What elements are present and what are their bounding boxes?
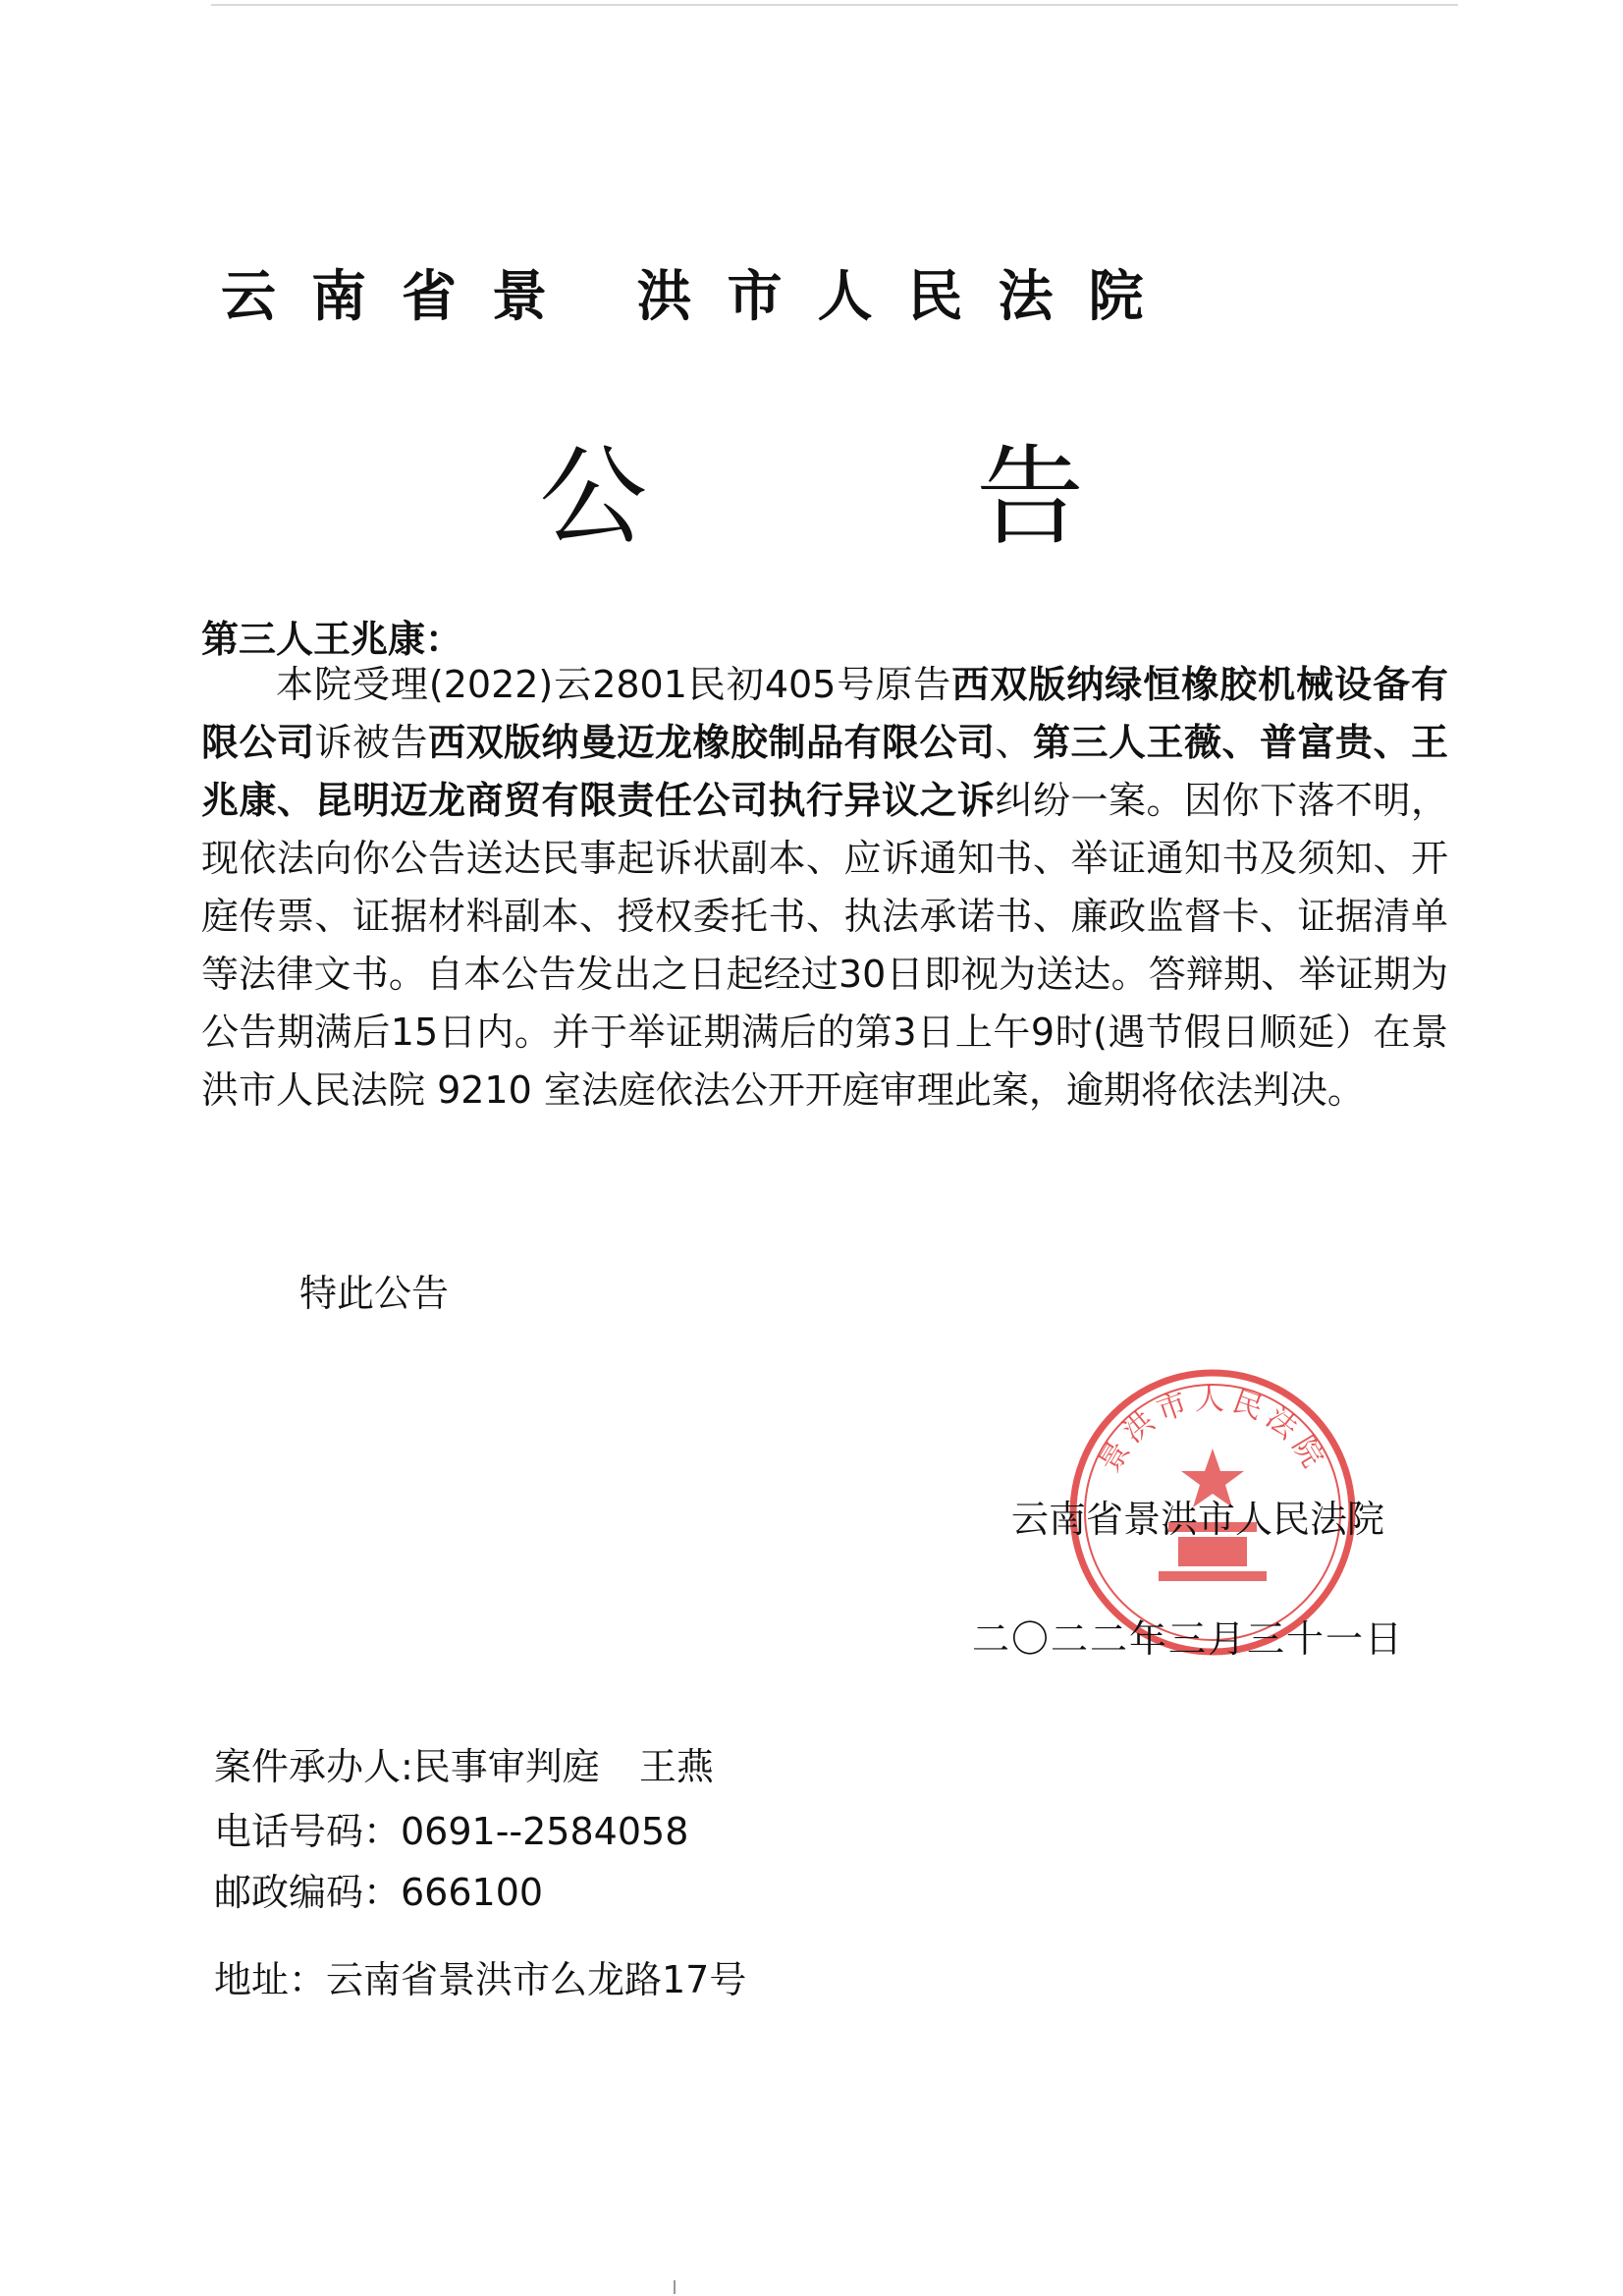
- signing-date: 二〇二二年三月三十一日: [972, 1617, 1405, 1661]
- body-separator: 、: [995, 721, 1033, 764]
- address-line: 地址：云南省景洪市么龙路17号: [214, 1958, 747, 2001]
- handler-line: [214, 1736, 714, 1790]
- recipient-line: 第三人王兆康：: [201, 618, 463, 661]
- top-rule: [211, 4, 1458, 6]
- body-text-part: 纠纷一案。因你下落不明，现依法向你公告送达民事起诉状副本、应诉通知书、举证通知书及须知、开庭传票、证据材料副本、授权委托书、执法承诺书、廉政监督卡、证据清单等法律文书。自本公告发出之日起经过30日即视为送达。答辩期、举证期为公告期满后15日内。并于举证期满后的第3日上午9时(遇节假日顺延）在景洪市人民法院 9210 室法庭依法公开开庭审理此案，逾期将依法判决。: [201, 779, 1448, 1112]
- closing-text: 特此公告: [299, 1272, 450, 1315]
- handler-name: 王燕: [638, 1745, 714, 1788]
- page-mark: [674, 2280, 676, 2294]
- seal-text: 景洪市人民法院: [1092, 1383, 1333, 1479]
- body-text-part: 诉被告: [314, 721, 428, 764]
- notice-title: 公 告: [539, 434, 1231, 560]
- third-parties: 第三人王薇、普富贵、王兆康、昆明迈龙商贸有限责任公司执行异议之诉: [201, 721, 1448, 822]
- plaintiff-name: 西双版纳绿恒橡胶机械设备有限公司: [201, 663, 1448, 764]
- notice-body: [201, 656, 1448, 1120]
- body-text-part: 本院受理(2022)云2801民初405号原告: [276, 663, 952, 706]
- handler-label: 案件承办人:民事审判庭: [214, 1745, 600, 1788]
- postcode-line: 邮政编码：666100: [214, 1871, 544, 1914]
- phone-line: 电话号码：0691--2584058: [214, 1810, 689, 1853]
- court-title: 云南省景 洪市人民法院: [221, 264, 1179, 329]
- defendant-name: 西双版纳曼迈龙橡胶制品有限公司: [428, 721, 996, 764]
- signing-court: 云南省景洪市人民法院: [1011, 1498, 1385, 1541]
